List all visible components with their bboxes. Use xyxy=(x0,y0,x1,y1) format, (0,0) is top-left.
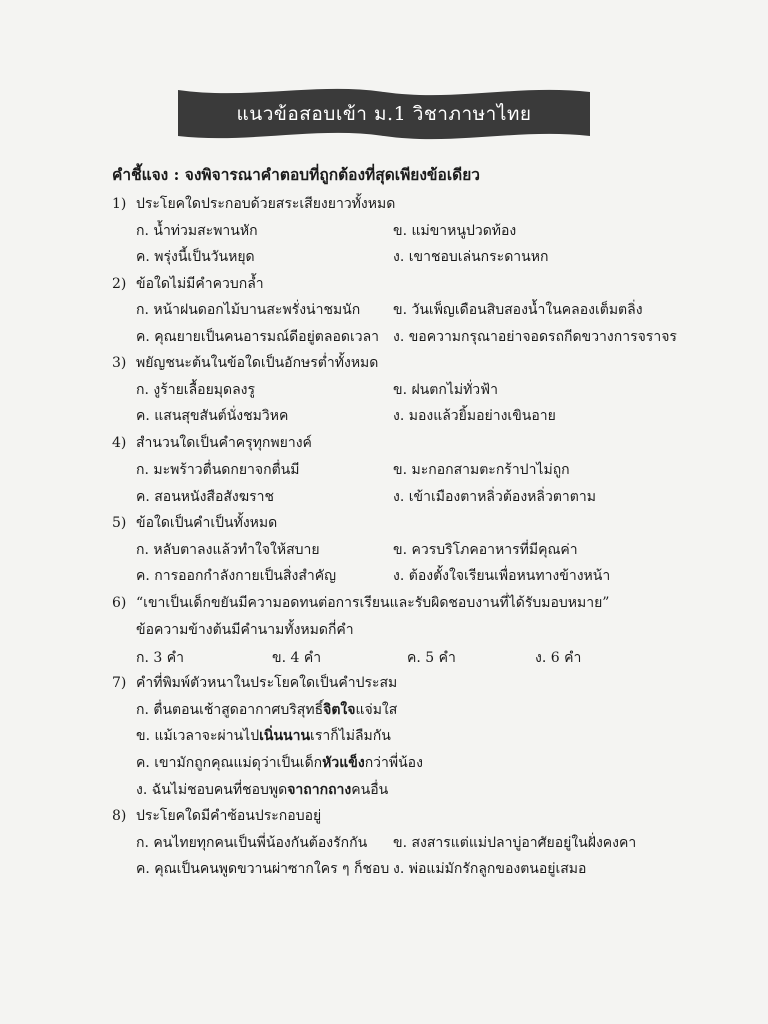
q2-option-a: ก. หน้าฝนดอกไม้บานสะพรั่งน่าชมนัก xyxy=(136,302,361,318)
question-text: ประโยคใดมีคำซ้อนประกอบอยู่ xyxy=(136,808,322,824)
question-text: ข้อใดไม่มีคำควบกล้ำ xyxy=(136,276,264,292)
question-2 xyxy=(112,273,264,295)
question-number: 4) xyxy=(112,435,127,451)
q1-option-d: ง. เขาชอบเล่นกระดานหก xyxy=(393,249,549,265)
question-6 xyxy=(112,592,609,614)
q3-option-a: ก. งูร้ายเลื้อยมุดลงรู xyxy=(136,382,256,398)
q4-option-b: ข. มะกอกสามตะกร้าปาไม่ถูก xyxy=(393,462,570,478)
option-bold-word: เนิ่นนาน xyxy=(259,728,311,744)
question-text: สำนวนใดเป็นคำครุทุกพยางค์ xyxy=(136,435,312,451)
question-number: 1) xyxy=(112,196,127,212)
question-number: 8) xyxy=(112,808,127,824)
q1-option-c: ค. พรุ่งนี้เป็นวันหยุด xyxy=(136,249,255,265)
q5-option-d: ง. ต้องตั้งใจเรียนเพื่อหนทางข้างหน้า xyxy=(393,568,611,584)
option-bold-word: จิตใจ xyxy=(323,702,356,718)
question-number: 7) xyxy=(112,675,127,691)
q6-option-d: ง. 6 คำ xyxy=(535,650,582,666)
question-5 xyxy=(112,512,277,534)
q3-option-c: ค. แสนสุขสันต์นั่งชมวิหค xyxy=(136,408,289,424)
q7-option-a xyxy=(136,699,397,721)
q3-option-d: ง. มองแล้วยิ้มอย่างเขินอาย xyxy=(393,408,556,424)
question-text: คำที่พิมพ์ตัวหนาในประโยคใดเป็นคำประสม xyxy=(136,675,398,691)
question-number: 2) xyxy=(112,276,127,292)
question-4 xyxy=(112,432,312,454)
question-3 xyxy=(112,352,378,374)
option-text: กว่าพี่น้อง xyxy=(364,755,423,771)
q6-option-b: ข. 4 คำ xyxy=(272,650,322,666)
option-text: ง. ฉันไม่ชอบคนที่ชอบพูด xyxy=(136,782,288,798)
option-text: คนอื่น xyxy=(351,782,389,798)
q8-option-a: ก. คนไทยทุกคนเป็นพี่น้องกันต้องรักกัน xyxy=(136,835,368,851)
page-title: แนวข้อสอบเข้า ม.1 วิชาภาษาไทย xyxy=(236,103,532,125)
question-text: พยัญชนะต้นในข้อใดเป็นอักษรต่ำทั้งหมด xyxy=(136,355,379,371)
question-number: 6) xyxy=(112,595,127,611)
option-text: ค. เขามักถูกคุณแม่ดุว่าเป็นเด็ก xyxy=(136,755,323,771)
title-banner xyxy=(178,86,590,142)
option-bold-word: หัวแข็ง xyxy=(322,755,365,771)
q2-option-d: ง. ขอความกรุณาอย่าจอดรถกีดขวางการจราจร xyxy=(393,329,677,345)
q3-option-b: ข. ฝนตกไม่ทั่วฟ้า xyxy=(393,382,498,398)
q8-option-d: ง. พ่อแม่มักรักลูกของตนอยู่เสมอ xyxy=(393,861,587,877)
question-text: ประโยคใดประกอบด้วยสระเสียงยาวทั้งหมด xyxy=(136,196,396,212)
q4-option-a: ก. มะพร้าวตื่นดกยาจกตื่นมี xyxy=(136,462,300,478)
q5-option-c: ค. การออกกำลังกายเป็นสิ่งสำคัญ xyxy=(136,568,337,584)
q7-option-b xyxy=(136,725,391,747)
q6-option-c: ค. 5 คำ xyxy=(407,650,456,666)
question-number: 5) xyxy=(112,515,127,531)
question-text: “เขาเป็นเด็กขยันมีความอดทนต่อการเรียนและรับผิดชอบงานที่ได้รับมอบหมาย” xyxy=(136,595,610,611)
q8-option-c: ค. คุณเป็นคนพูดขวานผ่าซากใคร ๆ ก็ชอบ xyxy=(136,861,390,877)
option-text: ก. ตื่นตอนเช้าสูดอากาศบริสุทธิ์ xyxy=(136,702,324,718)
question-number: 3) xyxy=(112,355,127,371)
instructions: คำชี้แจง : จงพิจารณาคำตอบที่ถูกต้องที่สุดเพียงข้อเดียว xyxy=(112,165,480,184)
question-7 xyxy=(112,672,397,694)
q1-option-b: ข. แม่ขาหนูปวดท้อง xyxy=(393,223,517,239)
q1-option-a: ก. น้ำท่วมสะพานหัก xyxy=(136,223,258,239)
question-1 xyxy=(112,193,395,215)
option-bold-word: จาถากถาง xyxy=(287,782,352,798)
option-text: เราก็ไม่ลืมกัน xyxy=(310,728,391,744)
question-6-subtext: ข้อความข้างต้นมีคำนามทั้งหมดกี่คำ xyxy=(136,622,354,638)
q2-option-b: ข. วันเพ็ญเดือนสิบสองน้ำในคลองเต็มตลิ่ง xyxy=(393,302,643,318)
q7-option-d xyxy=(136,779,388,801)
option-text: ข. แม้เวลาจะผ่านไป xyxy=(136,728,260,744)
q7-option-c xyxy=(136,752,423,774)
q8-option-b: ข. สงสารแต่แม่ปลาบู่อาศัยอยู่ในฝั่งคงคา xyxy=(393,835,637,851)
question-text: ข้อใดเป็นคำเป็นทั้งหมด xyxy=(136,515,278,531)
q2-option-c: ค. คุณยายเป็นคนอารมณ์ดีอยู่ตลอดเวลา xyxy=(136,329,380,345)
q5-option-a: ก. หลับตาลงแล้วทำใจให้สบาย xyxy=(136,542,320,558)
option-text: แจ่มใส xyxy=(355,702,398,718)
q6-option-a: ก. 3 คำ xyxy=(136,650,184,666)
q4-option-c: ค. สอนหนังสือสังฆราช xyxy=(136,489,275,505)
question-8 xyxy=(112,805,321,827)
q5-option-b: ข. ควรบริโภคอาหารที่มีคุณค่า xyxy=(393,542,578,558)
q4-option-d: ง. เข้าเมืองตาหลิ่วต้องหลิ่วตาตาม xyxy=(393,489,596,505)
